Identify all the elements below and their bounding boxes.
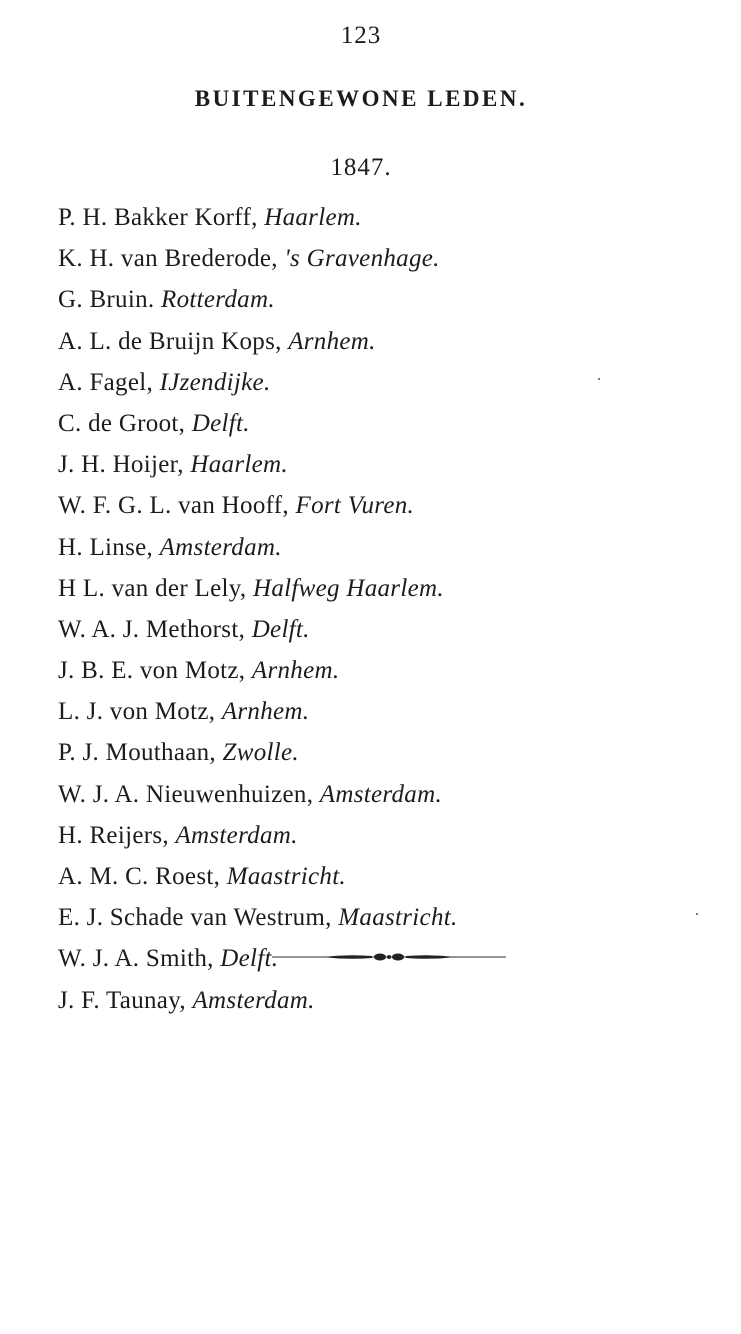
list-item <box>58 571 458 612</box>
member-place: Haarlem. <box>264 204 362 231</box>
member-name: H L. van der Lely, <box>58 574 253 602</box>
list-item <box>58 530 458 571</box>
member-name: K. H. van Brederode, <box>58 245 285 273</box>
list-item <box>58 241 458 282</box>
member-place: Maastricht. <box>338 904 458 932</box>
list-item <box>58 488 458 529</box>
list-item <box>58 859 458 900</box>
list-item <box>58 612 458 653</box>
list-item <box>58 324 458 365</box>
member-name: J. H. Hoijer, <box>58 451 191 479</box>
member-name: G. Bruin. <box>58 286 161 314</box>
member-place: Amsterdam. <box>175 821 298 849</box>
list-item <box>58 735 458 776</box>
list-item <box>58 900 458 941</box>
member-place: Arnhem. <box>221 698 310 726</box>
page-title: BUITENGEWONE LEDEN. <box>194 86 528 111</box>
list-item <box>58 694 458 735</box>
member-place: Arnhem. <box>288 327 376 355</box>
member-place: Amsterdam. <box>192 986 315 1014</box>
ornament-divider <box>272 950 506 964</box>
member-name: H. Linse, <box>58 533 160 561</box>
member-name: A. Fagel, <box>58 368 160 396</box>
member-name: P. J. Mouthaan, <box>58 739 223 767</box>
member-place: Rotterdam. <box>161 286 275 314</box>
list-item <box>58 406 458 447</box>
member-place: Arnhem. <box>251 657 340 685</box>
member-place: Amsterdam. <box>159 533 282 561</box>
member-place: Delft. <box>251 615 310 643</box>
list-item <box>58 653 458 694</box>
list-item <box>58 200 458 241</box>
member-place: Zwolle. <box>222 739 299 767</box>
list-item <box>58 818 458 859</box>
member-place: Haarlem. <box>190 451 288 479</box>
member-name: H. Reijers, <box>58 821 176 849</box>
member-name: L. J. von Motz, <box>58 698 222 726</box>
page-number: 123 <box>340 22 382 49</box>
list-item <box>58 282 458 323</box>
member-place: Maastricht. <box>226 863 346 890</box>
member-name: W. J. A. Nieuwenhuizen, <box>58 780 320 808</box>
member-name: W. J. A. Smith, <box>58 945 221 973</box>
members-list <box>58 200 458 1024</box>
member-place: Fort Vuren. <box>295 492 415 520</box>
list-item <box>58 983 458 1024</box>
list-item <box>58 365 458 406</box>
member-name: W. F. G. L. van Hooff, <box>58 492 296 520</box>
member-name: W. A. J. Methorst, <box>58 615 252 643</box>
member-name: J. F. Taunay, <box>58 986 193 1014</box>
member-place: IJzendijke. <box>159 368 271 396</box>
member-name: C. de Groot, <box>58 409 192 437</box>
member-place: Amsterdam. <box>319 780 442 808</box>
member-name: E. J. Schade van Westrum, <box>58 904 339 932</box>
paper-speck <box>696 913 698 915</box>
member-place: 's Gravenhage. <box>284 245 440 273</box>
member-name: A. L. de Bruijn Kops, <box>58 327 289 355</box>
paper-speck <box>598 378 600 380</box>
list-item <box>58 777 458 818</box>
member-name: J. B. E. von Motz, <box>58 657 252 685</box>
year-heading: 1847. <box>330 154 392 181</box>
member-place: Halfweg Haarlem. <box>252 574 444 602</box>
member-name: P. H. Bakker Korff, <box>58 204 265 231</box>
list-item <box>58 447 458 488</box>
member-place: Delft. <box>191 409 250 437</box>
member-place: Delft. <box>220 945 279 973</box>
member-name: A. M. C. Roest, <box>58 863 227 890</box>
